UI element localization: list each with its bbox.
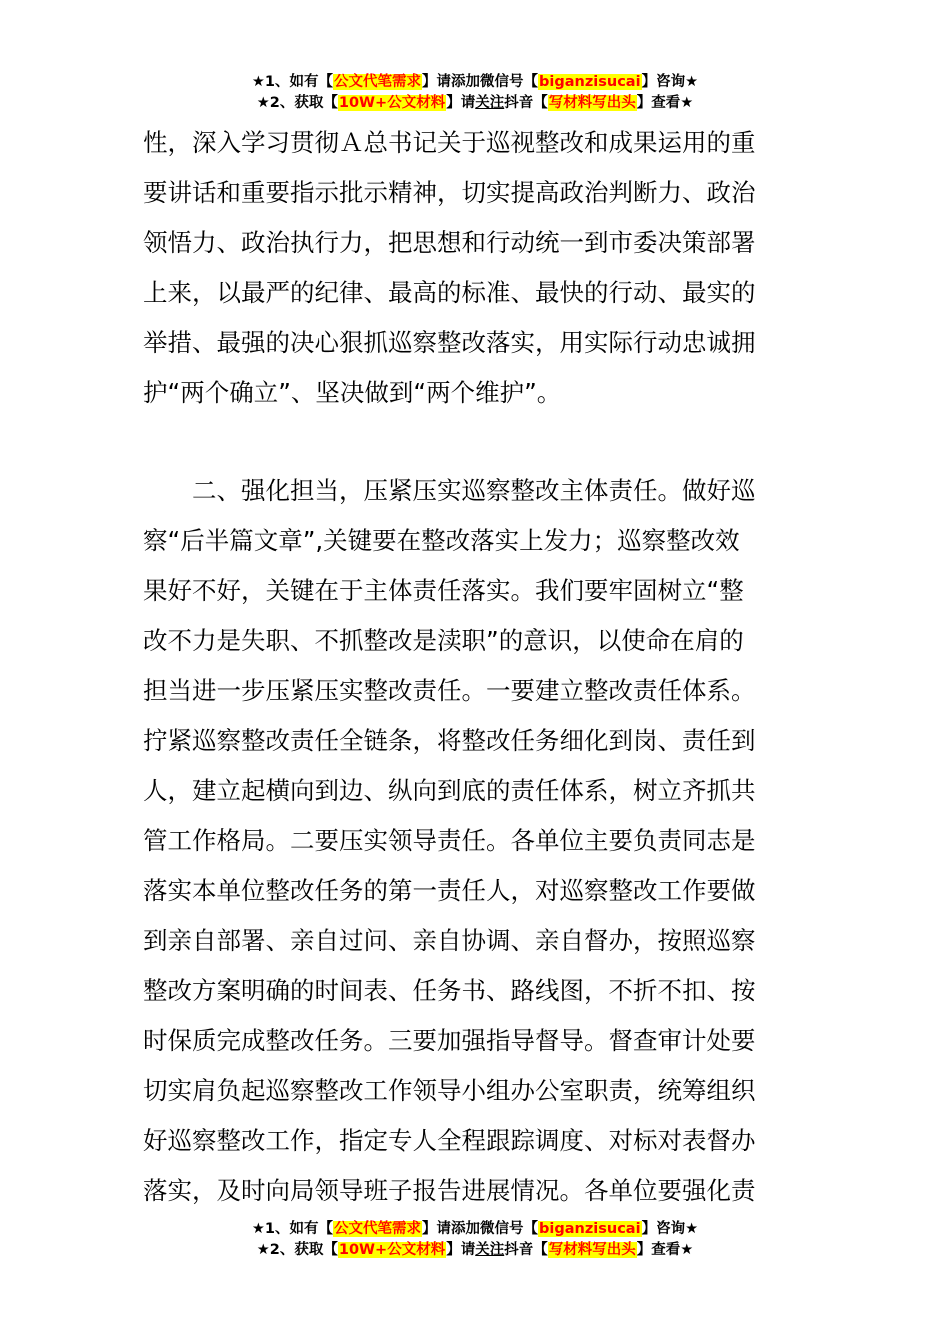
header-promo-banner — [0, 72, 950, 114]
text-line: 管工作格局。二要压实领导责任。各单位主要负责同志是 — [143, 826, 756, 855]
promo-highlight: 公文代笔需求 — [334, 74, 422, 90]
text-line: 人，建立起横向到边、纵向到底的责任体系，树立齐抓共 — [143, 776, 756, 805]
paragraph-gap — [143, 418, 808, 466]
promo-line-2: ★2、获取【10W+公文材料】请关注抖音【写材料写出头】查看★ — [256, 1242, 694, 1258]
text-line: 果好不好，关键在于主体责任落实。我们要牢固树立“整 — [143, 576, 744, 605]
promo-wechat-id: biganzisucai — [539, 1221, 641, 1237]
promo-highlight: 公文代笔需求 — [334, 1221, 422, 1237]
promo-highlight: 10W+公文材料 — [338, 1242, 446, 1258]
text-line: 切实肩负起巡察整改工作领导小组办公室职责，统筹组织 — [143, 1076, 756, 1105]
text-line: 要讲话和重要指示批示精神，切实提高政治判断力、政治 — [143, 178, 756, 207]
text-line: 二、强化担当，压紧压实巡察整改主体责任。做好巡 — [192, 476, 756, 505]
text-line: 整改方案明确的时间表、任务书、路线图，不折不扣、按 — [143, 976, 756, 1005]
text-line: 性，深入学习贯彻Ａ总书记关于巡视整改和成果运用的重 — [143, 128, 756, 157]
document-body — [143, 118, 808, 1216]
text-line: 好巡察整改工作，指定专人全程跟踪调度、对标对表督办 — [143, 1126, 756, 1155]
paragraph-1 — [143, 118, 808, 418]
text-line: 担当进一步压紧压实整改责任。一要建立整改责任体系。 — [143, 676, 756, 705]
text-line: 拧紧巡察整改责任全链条，将整改任务细化到岗、责任到 — [143, 726, 756, 755]
text-line: 落实本单位整改任务的第一责任人，对巡察整改工作要做 — [143, 876, 756, 905]
text-line: 时保质完成整改任务。三要加强指导督导。督查审计处要 — [143, 1026, 756, 1055]
text-line: 落实，及时向局领导班子报告进展情况。各单位要强化责 — [143, 1176, 756, 1205]
text-line: 上来，以最严的纪律、最高的标准、最快的行动、最实的 — [143, 278, 756, 307]
promo-highlight: 10W+公文材料 — [338, 95, 446, 111]
promo-line-1: ★1、如有【公文代笔需求】请添加微信号【biganzisucai】咨询★ — [251, 74, 699, 90]
text-line: 察“后半篇文章”,关键要在整改落实上发力；巡察整改效 — [143, 526, 740, 555]
promo-wechat-id: biganzisucai — [539, 74, 641, 90]
text-line: 改不力是失职、不抓整改是渎职”的意识，以使命在肩的 — [143, 626, 744, 655]
promo-highlight: 写材料写出头 — [548, 95, 636, 111]
text-line: 举措、最强的决心狠抓巡察整改落实，用实际行动忠诚拥 — [143, 328, 756, 357]
footer-promo-banner — [0, 1219, 950, 1261]
text-line: 护“两个确立”、坚决做到“两个维护”。 — [143, 378, 562, 407]
paragraph-2 — [143, 466, 808, 1216]
promo-line-1: ★1、如有【公文代笔需求】请添加微信号【biganzisucai】咨询★ — [251, 1221, 699, 1237]
text-line: 领悟力、政治执行力，把思想和行动统一到市委决策部署 — [143, 228, 756, 257]
promo-line-2: ★2、获取【10W+公文材料】请关注抖音【写材料写出头】查看★ — [256, 95, 694, 111]
text-line: 到亲自部署、亲自过问、亲自协调、亲自督办，按照巡察 — [143, 926, 756, 955]
promo-highlight: 写材料写出头 — [548, 1242, 636, 1258]
